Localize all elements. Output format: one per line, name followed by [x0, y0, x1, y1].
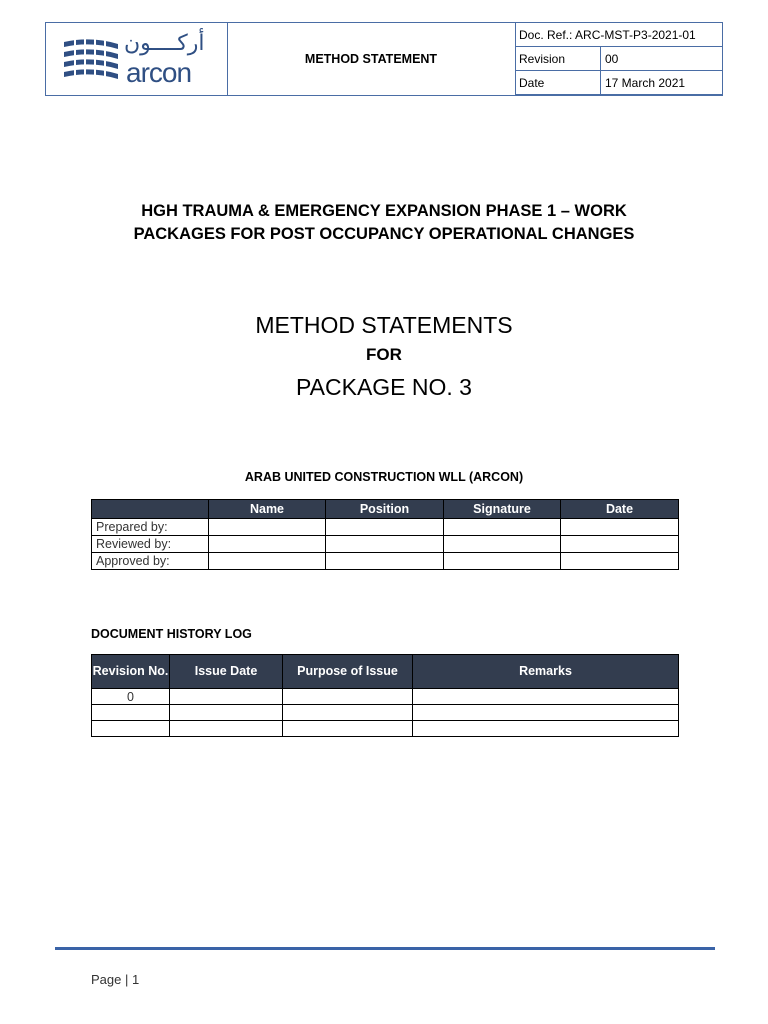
table-cell [561, 519, 679, 536]
history-log-table [91, 654, 679, 737]
package-label: PACKAGE NO. 3 [296, 374, 472, 400]
for-label: FOR [366, 345, 402, 364]
table-cell [326, 536, 444, 553]
history-header-row [92, 655, 679, 689]
table-cell [209, 519, 326, 536]
date-label: Date [519, 76, 545, 90]
document-meta [515, 23, 722, 95]
date-row [515, 71, 722, 95]
table-row [92, 536, 679, 553]
remarks-cell [413, 705, 679, 721]
table-cell [326, 553, 444, 570]
purpose-cell [283, 689, 413, 705]
arcon-logo-mark-icon [62, 38, 120, 84]
signoff-header-cell: Signature [444, 500, 561, 519]
table-cell [209, 553, 326, 570]
purpose-cell [283, 721, 413, 737]
signoff-header-cell: Position [326, 500, 444, 519]
meta-divider [600, 47, 601, 95]
issue-date-cell [170, 705, 283, 721]
revision-cell: 0 [92, 689, 170, 705]
table-cell [326, 519, 444, 536]
project-title-line-1: HGH TRAUMA & EMERGENCY EXPANSION PHASE 1 – WORK [141, 202, 627, 220]
company-name: ARAB UNITED CONSTRUCTION WLL (ARCON) [244, 470, 524, 484]
table-cell [444, 553, 561, 570]
history-header-cell: Issue Date [170, 655, 283, 689]
page-number: Page | 1 [91, 972, 140, 987]
table-cell [209, 536, 326, 553]
revision-value: 00 [605, 52, 619, 66]
row-label: Prepared by: [92, 519, 209, 536]
table-cell [561, 553, 679, 570]
remarks-cell [413, 721, 679, 737]
company-logo [46, 23, 228, 95]
logo-arabic-text: أركــــون [124, 31, 205, 56]
logo-wordmark: arcon [126, 57, 192, 88]
issue-date-cell [170, 689, 283, 705]
revision-row [515, 47, 722, 71]
purpose-cell [283, 705, 413, 721]
revision-cell [92, 721, 170, 737]
table-cell [444, 519, 561, 536]
project-title [60, 200, 708, 246]
remarks-cell [413, 689, 679, 705]
signoff-header-cell: Date [561, 500, 679, 519]
row-label: Approved by: [92, 553, 209, 570]
doc-ref-row [515, 23, 722, 47]
document-header [45, 22, 723, 96]
revision-label: Revision [519, 52, 566, 66]
signoff-header-cell [92, 500, 209, 519]
table-row [92, 705, 679, 721]
history-log-title: DOCUMENT HISTORY LOG [91, 627, 252, 641]
project-title-line-2: PACKAGES FOR POST OCCUPANCY OPERATIONAL CHANGES [133, 225, 635, 243]
table-cell [444, 536, 561, 553]
history-header-cell: Revision No. [92, 655, 170, 689]
history-header-cell: Purpose of Issue [283, 655, 413, 689]
table-row [92, 553, 679, 570]
history-header-cell: Remarks [413, 655, 679, 689]
header-title: METHOD STATEMENT [227, 23, 516, 95]
doc-ref: Doc. Ref.: ARC-MST-P3-2021-01 [519, 28, 696, 42]
table-row [92, 519, 679, 536]
table-cell [561, 536, 679, 553]
date-value: 17 March 2021 [605, 76, 686, 90]
table-row [92, 721, 679, 737]
footer-rule [55, 947, 715, 950]
table-row [92, 689, 679, 705]
signoff-table [91, 499, 679, 570]
revision-cell [92, 705, 170, 721]
signoff-header-cell: Name [209, 500, 326, 519]
signoff-header-row [92, 500, 679, 519]
main-title: METHOD STATEMENTS [255, 312, 513, 338]
row-label: Reviewed by: [92, 536, 209, 553]
issue-date-cell [170, 721, 283, 737]
